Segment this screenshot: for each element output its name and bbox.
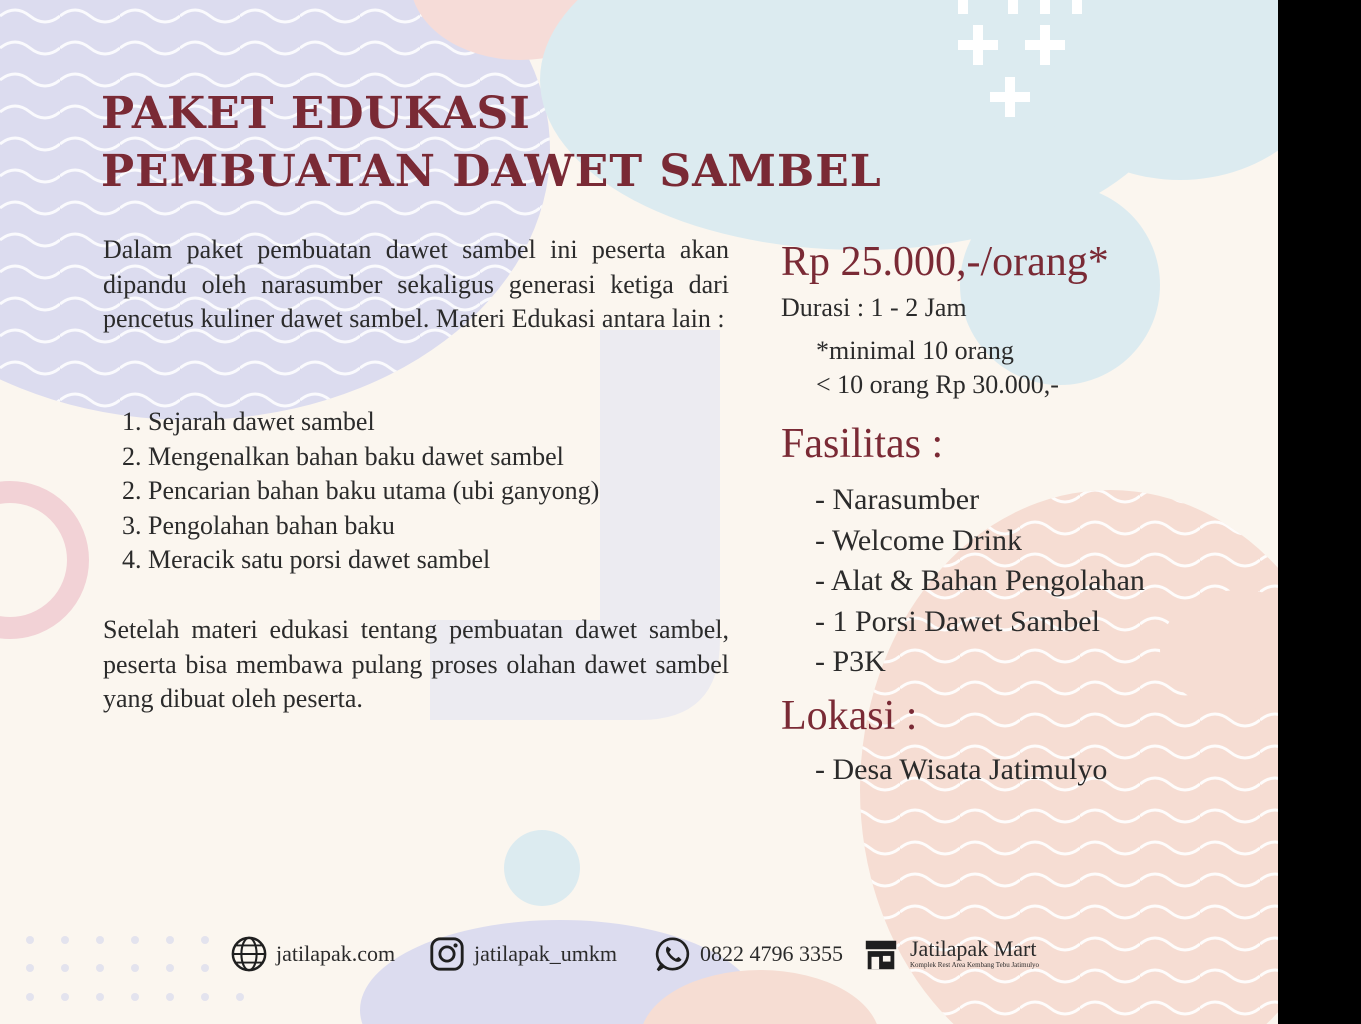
list-item: 4. Meracik satu porsi dawet sambel [122,545,491,574]
list-item: - Welcome Drink [815,523,1022,557]
lokasi-heading: Lokasi : [781,693,918,739]
fasilitas-heading: Fasilitas : [781,421,944,467]
intro-paragraph: Dalam paket pembuatan dawet sambel ini peserta akan dipandu oleh narasumber sekaligus generasi ketiga dari pencetus kuliner dawet sambel. Materi Edukasi antara lain : [103,235,729,333]
right-black-border [1278,0,1361,1024]
list-item: - P3K [815,645,886,678]
minimum-note: *minimal 10 orang [816,336,1014,365]
duration-text: Durasi : 1 - 2 Jam [781,293,967,322]
footer-store[interactable] [862,934,1039,974]
list-item: 3. Pengolahan bahan baku [122,510,395,540]
list-item: 2. Mengenalkan bahan baku dawet sambel [122,441,564,471]
list-item: 2. Pencarian bahan baku utama (ubi ganyong) [122,476,600,505]
title-line-1: PAKET EDUKASI [101,88,531,139]
footer-phone[interactable] [654,934,843,974]
store-address: Komplek Rest Area Kembang Tebu Jatimulyo [910,961,1040,969]
whatsapp-icon [654,935,692,973]
list-item: - Alat & Bahan Pengolahan [815,564,1145,597]
store-name: Jatilapak Mart [910,936,1037,961]
instagram-text: jatilapak_umkm [474,941,617,966]
fasilitas-list [815,480,1145,683]
materi-list [122,405,599,578]
phone-text: 0822 4796 3355 [700,941,843,966]
store-icon [862,935,900,973]
list-item: 1. Sejarah dawet sambel [122,407,375,436]
title-line-2: PEMBUATAN DAWET SAMBEL [101,146,882,197]
closing-paragraph: Setelah materi edukasi tentang pembuatan dawet sambel, peserta bisa membawa pulang proses olahan dawet sambel yang dibuat oleh peserta. [103,615,729,713]
globe-icon [230,935,268,973]
list-item: - Narasumber [815,483,980,516]
footer-website[interactable] [230,934,395,974]
website-text: jatilapak.com [276,941,396,966]
list-item: - Desa Wisata Jatimulyo [815,753,1108,786]
instagram-icon [428,935,466,973]
less-than-note: < 10 orang Rp 30.000,- [816,370,1059,399]
lokasi-list [815,750,1107,791]
footer-instagram[interactable] [428,934,617,974]
list-item: - 1 Porsi Dawet Sambel [815,604,1100,638]
price-main: Rp 25.000,-/orang* [781,239,1109,285]
